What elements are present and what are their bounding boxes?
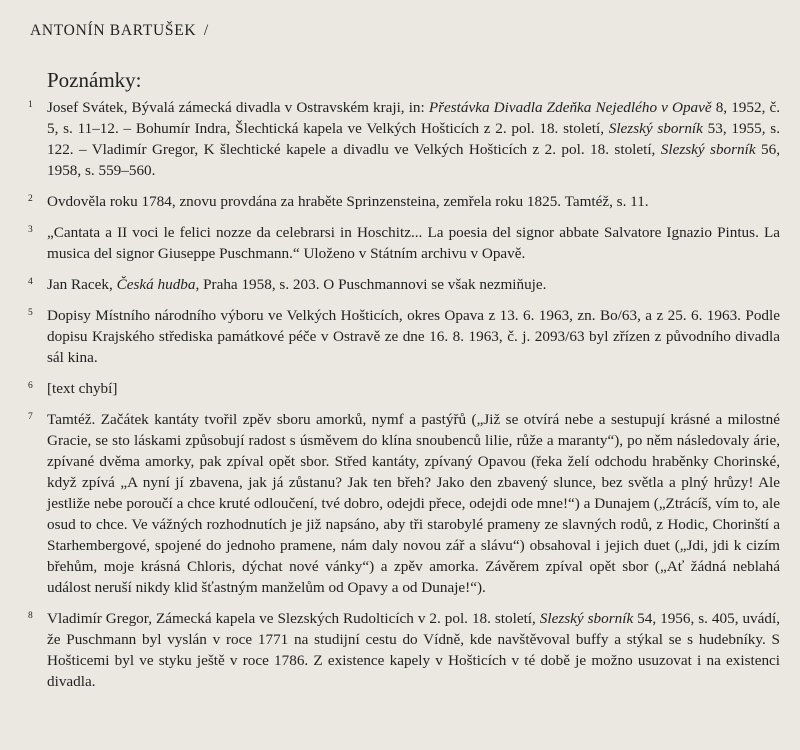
footnote-text-segment: Josef Svátek, Bývalá zámecká divadla v Ostravském kraji, in:	[47, 99, 429, 116]
footnote-text	[47, 222, 780, 264]
footnote-text	[47, 409, 780, 598]
footnote-text	[47, 97, 780, 181]
footnote-text	[47, 191, 780, 212]
footnote-text	[47, 274, 780, 295]
footnote-italic-title: Slezský sborník	[608, 120, 703, 137]
footnote-number: 7	[28, 412, 33, 422]
footnote	[28, 191, 780, 212]
footnote-text-segment: 8, 1952, č. 5, s. 11–12. – Bohumír Indra, Šlechtická kapela ve Velkých Hošticích z 2. pol. 18. století,	[47, 99, 781, 137]
footnote-number: 5	[28, 308, 33, 318]
footnote-text-segment: 54, 1956, s. 405, uvádí, že Puschmann byl vyslán v roce 1771 na studijní cestu do Vídně, kde navštěvoval buffy a stýkal se s hudebníky. S Hošticemi byl ve styku ještě v roce 1786. Z existence kapely v Hošticích v té době je možno usuzovat i na existenci divadla.	[47, 610, 781, 690]
running-head-author: ANTONÍN BARTUŠEK	[30, 22, 197, 39]
footnote-text-segment: Jan Racek,	[47, 276, 117, 293]
footnote-italic-title: Česká hudba	[116, 276, 196, 293]
footnote	[28, 608, 780, 692]
footnote-number: 8	[28, 611, 33, 621]
footnote-text-segment: [text chybí]	[47, 380, 118, 397]
footnote-text-segment: 53, 1955, s. 122. – Vladimír Gregor, K šlechtické kapele a divadlu ve Velkých Hošticích z 2. pol. 18. století,	[47, 120, 780, 158]
footnote-number: 1	[28, 100, 33, 110]
footnote-text-segment: „Cantata a II voci le felici nozze da celebrarsi in Hoschitz... La poesia del signor abbate Salvatore Ignazio Pintus. La musica del signor Giuseppe Puschmann.“ Uloženo v Státním archivu v Opavě.	[47, 224, 780, 262]
footnote-number: 3	[28, 225, 33, 235]
footnote-italic-title: Přestávka Divadla Zdeňka Nejedlého v Opavě	[428, 99, 712, 116]
footnote-text-segment: 56, 1958, s. 559–560.	[47, 141, 780, 179]
footnote-italic-title: Slezský sborník	[660, 141, 756, 158]
footnote-italic-title: Slezský sborník	[539, 610, 634, 627]
footnote-text	[47, 378, 780, 399]
footnote-text	[47, 305, 780, 368]
footnote-text-segment: Tamtéž. Začátek kantáty tvořil zpěv sboru amorků, nymf a pastýřů („Již se otvírá nebe a sestupují krásné a milostné Gracie, se sto láskami způsobují radost s úsměvem do klína snoubenců lilie, růže a maranty“), po něm následovaly árie, zpívané dvěma amorky, pak zpíval opět sbor. Střed kantáty, zpívaný Opavou (řeka želí odchodu hraběnky Chorinské, když zpívá „A nyní jí zbavena, jak já zůstanu? Jak ten břeh? Jako den zbavený slunce, bez světla a plný hrůzy! Ale jestliže nebe poroučí a chce kruté odloučení, tvé dobro, odejdi přece, odejdi ode mne!“) a Dunajem („Ztrácíš, vím to, ale osud to chce. Ve vážných rozhodnutích je již napsáno, aby tři starobylé prameny ze slavných rodů, z Hodic, Chorinští a Starhembergové, spojené do jednoho pramene, nám daly novou zář a slávu“) obsahoval i jejich duet („Jdi, jdi k cizím břehům, moje krásná Chloris, dýchat nové vánky“) a zpěv amorka. Závěrem zpíval opět sbor („Ať žádná neblahá událost neruší nikdy klid šťastným manželům od Opavy a od Dunaje!“).	[47, 411, 780, 596]
footnote-text-segment: Ovdověla roku 1784, znovu provdána za hraběte Sprinzensteina, zemřela roku 1825. Tamtéž, s. 11.	[47, 193, 649, 210]
footnote-number: 6	[28, 381, 33, 391]
footnote	[28, 222, 780, 264]
footnote	[28, 409, 780, 598]
footnote-number: 2	[28, 194, 33, 204]
footnote-text-segment: , Praha 1958, s. 203. O Puschmannovi se však nezmiňuje.	[195, 276, 547, 293]
footnote-text-segment: Dopisy Místního národního výboru ve Velkých Hošticích, okres Opava z 13. 6. 1963, zn. Bo/63, a z 25. 6. 1963. Podle dopisu Krajského střediska památkové péče v Ostravě ze dne 16. 8. 1963, č. j. 2093/63 byl zřízen z původního divadla sál kina.	[47, 307, 780, 366]
footnote	[28, 274, 780, 295]
running-head	[30, 22, 209, 40]
running-head-separator: /	[203, 22, 209, 39]
notes-list	[28, 97, 780, 702]
footnote-text	[47, 608, 780, 692]
footnote	[28, 97, 780, 181]
notes-heading: Poznámky:	[47, 68, 142, 92]
footnote	[28, 378, 780, 399]
footnote-number: 4	[28, 277, 33, 287]
footnote	[28, 305, 780, 368]
footnote-text-segment: Vladimír Gregor, Zámecká kapela ve Slezských Rudolticích v 2. pol. 18. století,	[47, 610, 540, 627]
